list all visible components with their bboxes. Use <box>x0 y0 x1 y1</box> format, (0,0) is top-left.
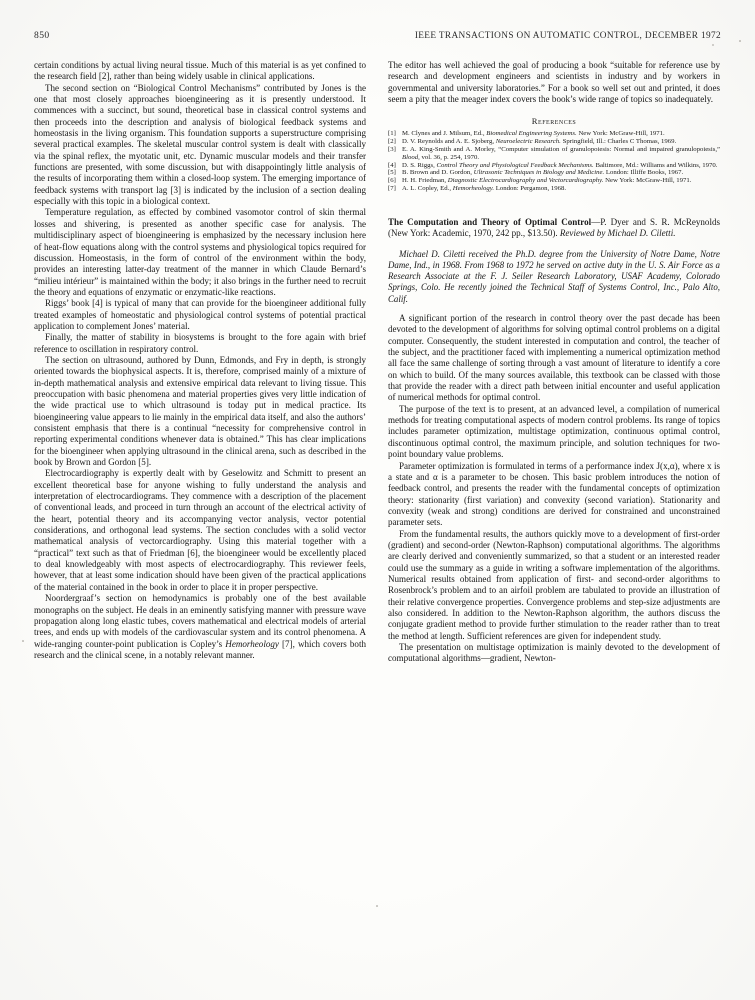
paragraph: certain conditions by actual living neural tissue. Much of this material is as yet confined to the research field [2], rather than being widely usable in clinical applications. <box>34 60 366 82</box>
reference-number: [7] <box>388 185 396 193</box>
reviewer-name: Michael D. Ciletti. <box>607 228 676 239</box>
page-number: 850 <box>34 30 50 41</box>
list-item <box>388 162 720 170</box>
list-item <box>388 177 720 185</box>
scan-speckle <box>22 640 24 642</box>
reference-number: [4] <box>388 161 396 169</box>
list-item <box>388 130 720 138</box>
references-heading: References <box>531 116 577 127</box>
paragraph: Temperature regulation, as effected by combined vasomotor control of skin thermal losses and shivering, is presented as another specific case for analysis. The multidisciplinary aspect of bioengineering is emphasized by the necessary inclusion here of heat-flow equations along with the control systems and physiological topics required for discussion. Homeostasis, in the form of control of the environment within the body, provides an interesting latter-day treatment of the manner in which Claude Bernard’s “milieu intérieur” is maintained within the body; it also brings in the further need to recruit the theory and equations of enzymatic or enzymatic-like reactions. <box>34 207 366 297</box>
reference-text: E. A. King-Smith and A. Morley, “Computer simulation of granulopoiesis: Normal and impaired granulopoiesis,” Blood, vol. 36, p. 254, 1970. <box>402 146 720 161</box>
reference-title-italic: Neuroelectric Research. <box>495 138 561 146</box>
scan-speckle <box>739 40 741 42</box>
paragraph: The section on ultrasound, authored by Dunn, Edmonds, and Fry in depth, is strongly oriented towards the biophysical aspects. It is, therefore, comprised mainly of a mixture of in-depth mathematical analysis and extensive empirical data relevant to living tissue. This preoccupation with basic phenomena and material properties gives very little indication of the wide practical use to which ultrasound is today put in medical practice. Its bioengineering value appears to lie mainly in the empirical data itself, and also the authors’ consistent emphasis that there is a continual “necessity for comprehensive control in reporting experimental conditions whenever data is obtained.” This has clear implications for the bioengineer when applying ultrasound in the clinical arena, such as described in the book by Brown and Gordon [5]. <box>34 354 366 468</box>
reference-title-italic: Biomedical Engineering Systems. <box>486 130 577 138</box>
reference-text: M. Clynes and J. Milsum, Ed., Biomedical Engineering Systems. New York: McGraw-Hill, 1971. <box>402 130 665 138</box>
journal-running-title: IEEE TRANSACTIONS ON AUTOMATIC CONTROL, DECEMBER 1972 <box>414 31 721 41</box>
reference-text: D. S. Riggs, Control Theory and Physiological Feedback Mechanisms. Baltimore, Md.: Williams and Wilkins, 1970. <box>402 161 718 169</box>
paragraph: The second section on “Biological Control Mechanisms” contributed by Jones is the one that most closely approaches bioengineering as it is presently understood. It commences with a succinct, but sound, theoretical base in classical control systems and then proceeds into the description and analysis of biological feedback systems and homeostasis in the living organism. This foundation supports a superstructure comprising several practical examples. The skeletal muscular control system is dealt with classically via the spinal reflex, the myotatic unit, etc. Dynamic muscular models and their transfer functions are presented, with some discussion, but with disappointingly little analysis of the results of incorporating them within a closed-loop system. The emerging importance of feedback systems with transport lag [3] is indicated by the inclusion of a section dealing especially with this topic in a biological context. <box>34 82 366 207</box>
list-item <box>388 138 720 146</box>
scan-speckle <box>712 44 714 46</box>
right-column <box>388 60 720 665</box>
reference-number: [3] <box>388 146 396 154</box>
reference-number: [2] <box>388 138 396 146</box>
scan-speckle <box>376 905 378 907</box>
reference-number: [6] <box>388 177 396 185</box>
reference-number: [5] <box>388 169 396 177</box>
paragraph: Noordergraaf’s section on hemodynamics is probably one of the best available monographs on the subject. He deals in an eminently satisfying manner with pressure wave propagation along long elastic tubes, covers mathematical and electrical models of arterial trees, and ends up with models of the cardiovascular system and its control phenomena. A wide-ranging counter-point publication is Copley’s Hemorheology [7], which covers both research and the clinical scene, in a notably relevant manner. <box>34 593 366 660</box>
italic-title: Hemorheology <box>225 638 279 649</box>
paragraph: From the fundamental results, the authors quickly move to a development of first-order (gradient) and second-order (Newton-Raphson) computational algorithms. The algorithms are clearly derived and conveniently summarized, so that a student or an interested reader could use the summary as a guide in writing a software implementation of the algorithms. Numerical results obtained from application of first- and second-order algorithms to Rosenbrock’s problem and to an airfoil problem are tabulated to provide an illustration of their relative convergence properties. Convergence problems and step-size adjustments are also considered. In addition to the Newton-Raphson algorithm, the authors discuss the conjugate gradient method to provide further stimulation to the reader rather than to treat the method at length. Sufficient references are given for independent study. <box>388 528 720 641</box>
paragraph: The presentation on multistage optimization is mainly devoted to the development of computational algorithms—gradient, Newton- <box>388 642 720 664</box>
reference-text: D. V. Reynolds and A. E. Sjoberg, Neuroelectric Research. Springfield, Ill.: Charles C Thomas, 1969. <box>402 138 677 146</box>
left-column <box>34 60 366 661</box>
paragraph: A significant portion of the research in control theory over the past decade has been devoted to the development of algorithms for solving optimal control problems on a digital computer. Consequently, the student interested in computation and control, the teacher of the subject, and the practitioner faced with implementing a numerical optimization method all face the same challenge of sorting through a vast amount of literature to identify a core on which to build. Of the many sources available, this textbook can be classed with those that provide the reader with a direct path between initial encounter and useful application of numerical methods for optimal control. <box>388 313 720 403</box>
paragraph: The purpose of the text is to present, at an advanced level, a compilation of numerical methods for treating computational aspects of modern control problems. Its range of topics includes parameter optimization, multistage optimization, continuous optimal control, discontinuous optimal control, the maximum principle, and solution techniques for two-point boundary value problems. <box>388 403 720 460</box>
reference-title-italic: Ultrasonic Techniques in Biology and Medicine. <box>473 169 605 177</box>
review-book-title: The Computation and Theory of Optimal Control <box>388 216 592 227</box>
review-authors-publication: —P. Dyer and S. R. McReynolds (New York: Academic, 1970, 242 pp., $13.50). <box>388 216 720 239</box>
paragraph: Finally, the matter of stability in biosystems is brought to the fore again with brief reference to oscillation in respiratory control. <box>34 332 366 354</box>
references-list <box>388 130 720 192</box>
book-review-section <box>388 217 720 665</box>
reference-title-italic: Diagnostic Electrocardiography and Vectorcardiography. <box>447 177 604 185</box>
running-head <box>34 30 721 44</box>
list-item <box>388 146 720 161</box>
list-item <box>388 185 720 193</box>
reference-number: [1] <box>388 130 396 138</box>
reference-title-italic: Control Theory and Physiological Feedback Mechanisms. <box>436 161 594 169</box>
reference-title-italic: Hemorheology. <box>452 185 495 193</box>
reference-text: B. Brown and D. Gordon, Ultrasonic Techniques in Biology and Medicine. London: Illiffe Books, 1967. <box>402 169 684 177</box>
reviewed-by-label: Reviewed by <box>559 228 606 239</box>
two-column-layout <box>34 60 721 665</box>
list-item <box>388 169 720 177</box>
paragraph: Electrocardiography is expertly dealt with by Geselowitz and Schmitt to present an excellent theoretical base for anyone wishing to fully understand the analysis and interpretation of electrocardiograms. They commence with a description of the placement of conventional leads, and proceed in turn through an account of the electrical activity of the heart, potential theory and its accompanying vector analysis, vector potential considerations, and orthogonal lead systems. The section concludes with a solid vector mathematical analysis of vectorcardiography. Using this material together with a “practical” text such as that of Friedman [6], the bioengineer would be excellently placed to deal knowledgeably with most aspects of electrocardiography. This reviewer feels, however, that at least some indication should have been given of the practical applications of the material contained in the book in order to place it in proper perspective. <box>34 468 366 592</box>
reference-text: H. H. Friedman, Diagnostic Electrocardiography and Vectorcardiography. New York: McGraw-Hill, 1971. <box>402 177 692 185</box>
paragraph: The editor has well achieved the goal of producing a book “suitable for reference use by research and development engineers and scientists in industry and by workers in governmental and university laboratories.” For a book so well set out and printed, it does seem a pity that the meager index covers the book’s wide range of topics so inadequately. <box>388 60 720 105</box>
reference-title-italic: Blood, <box>402 153 420 161</box>
paragraph: Parameter optimization is formulated in terms of a performance index J(x,α), where x is a state and α is a parameter to be chosen. This basic problem introduces the notion of feedback control, and presents the reader with the fundamental concepts of optimization theory: stationarity (first variation) and convexity (second variation). Stationarity and convexity (weak and strong) conditions are derived for constrained and unconstrained parameter sets. <box>388 460 720 528</box>
review-heading <box>388 217 720 240</box>
reviewer-biography: Michael D. Ciletti received the Ph.D. degree from the University of Notre Dame, Notre Dame, Ind., in 1968. From 1968 to 1972 he served on active duty in the U. S. Air Force as a Research Associate at the F. J. Seiler Research Laboratory, USAF Academy, Colorado Springs, Colo. He recently joined the Technical Staff of Systems Control, Inc., Palo Alto, Calif. <box>388 248 720 304</box>
spacer <box>388 305 720 313</box>
paragraph: Riggs’ book [4] is typical of many that can provide for the bioengineer additional fully treated examples of homeostatic and physiological control systems of potential practical application to complement Jones’ material. <box>34 298 366 331</box>
reference-text: A. L. Copley, Ed., Hemorheology. London: Pergamon, 1968. <box>402 185 567 193</box>
